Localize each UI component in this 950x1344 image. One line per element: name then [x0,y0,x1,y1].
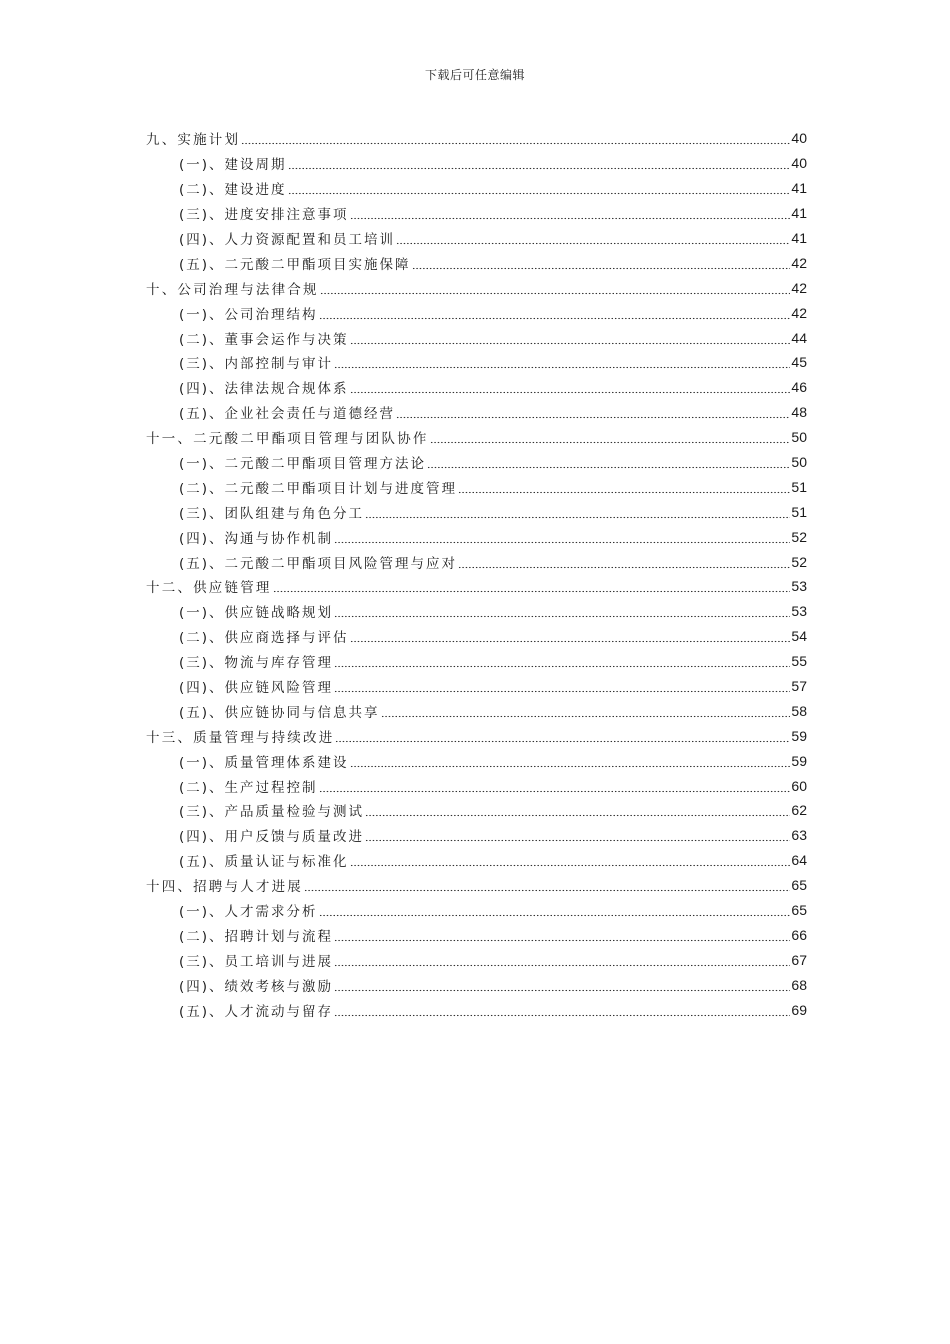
toc-entry-title: (五)、二元酸二甲酯项目实施保障 [179,256,411,273]
toc-dot-leader [319,903,791,917]
toc-section-entry[interactable] [146,499,807,524]
toc-page-number: 40 [791,155,807,172]
toc-page-number: 54 [791,628,807,645]
toc-dot-leader [350,380,791,394]
toc-entry-title: 十四、招聘与人才进展 [146,879,303,896]
toc-dot-leader [430,430,791,444]
toc-page-number: 62 [791,802,807,819]
toc-entry-title: (一)、质量管理体系建设 [179,754,349,771]
toc-entry-title: (五)、企业社会责任与道德经营 [179,406,396,423]
toc-dot-leader [350,206,791,220]
toc-page-number: 67 [791,951,807,968]
toc-entry-title: (三)、员工培训与进展 [179,953,334,970]
toc-dot-leader [350,853,791,867]
toc-section-entry[interactable] [146,599,807,624]
toc-page-number: 65 [791,902,807,919]
toc-page-number: 55 [791,653,807,670]
toc-entry-title: 九、实施计划 [146,132,241,149]
page-header: 下载后可任意编辑 [424,68,525,82]
toc-page-number: 48 [791,404,807,421]
toc-entry-title: (二)、董事会运作与决策 [179,331,349,348]
toc-section-entry[interactable] [146,549,807,574]
toc-page-number: 46 [791,379,807,396]
toc-section-entry[interactable] [146,748,807,773]
toc-dot-leader [350,754,791,768]
toc-chapter-entry[interactable] [146,126,807,151]
toc-dot-leader [273,579,791,593]
toc-dot-leader [288,156,791,170]
toc-entry-title: (五)、二元酸二甲酯项目风险管理与应对 [179,555,458,572]
toc-dot-leader [288,181,791,195]
toc-page-number: 60 [791,777,807,794]
toc-entry-title: (四)、用户反馈与质量改进 [179,829,365,846]
toc-section-entry[interactable] [146,524,807,549]
toc-entry-title: (一)、二元酸二甲酯项目管理方法论 [179,456,427,473]
toc-section-entry[interactable] [146,226,807,251]
toc-dot-leader [365,828,790,842]
toc-page-number: 41 [791,180,807,197]
toc-entry-title: (二)、建设进度 [179,182,287,199]
toc-page-number: 50 [791,429,807,446]
toc-page-number: 69 [791,1001,807,1018]
toc-dot-leader [350,331,791,345]
toc-page-number: 59 [791,727,807,744]
toc-chapter-entry[interactable] [146,574,807,599]
toc-dot-leader [319,779,791,793]
toc-entry-title: (三)、物流与库存管理 [179,655,334,672]
toc-dot-leader [334,953,790,967]
toc-entry-title: (四)、供应链风险管理 [179,680,334,697]
toc-dot-leader [365,803,790,817]
toc-entry-title: 十一、二元酸二甲酯项目管理与团队协作 [146,431,429,448]
toc-entry-title: (二)、二元酸二甲酯项目计划与进度管理 [179,480,458,497]
toc-section-entry[interactable] [146,773,807,798]
toc-page-number: 40 [791,130,807,147]
toc-section-entry[interactable] [146,201,807,226]
toc-dot-leader [350,629,791,643]
toc-section-entry[interactable] [146,848,807,873]
toc-dot-leader [320,281,791,295]
toc-section-entry[interactable] [146,375,807,400]
toc-dot-leader [334,928,790,942]
toc-entry-title: (三)、进度安排注意事项 [179,207,349,224]
toc-dot-leader [319,306,791,320]
toc-page-number: 63 [791,827,807,844]
toc-dot-leader [334,1003,790,1017]
toc-section-entry[interactable] [146,624,807,649]
toc-page-number: 53 [791,578,807,595]
toc-entry-title: (一)、供应链战略规划 [179,605,334,622]
toc-page-number: 52 [791,528,807,545]
toc-entry-title: (五)、质量认证与标准化 [179,854,349,871]
toc-entry-title: (一)、公司治理结构 [179,306,318,323]
toc-entry-title: (五)、人才流动与留存 [179,1003,334,1020]
toc-section-entry[interactable] [146,151,807,176]
toc-section-entry[interactable] [146,176,807,201]
toc-dot-leader [334,679,790,693]
toc-section-entry[interactable] [146,350,807,375]
toc-entry-title: (一)、建设周期 [179,157,287,174]
toc-page-number: 50 [791,454,807,471]
toc-dot-leader [396,405,790,419]
toc-page-number: 52 [791,553,807,570]
toc-section-entry[interactable] [146,823,807,848]
toc-entry-title: (四)、绩效考核与激励 [179,978,334,995]
toc-page-number: 66 [791,926,807,943]
toc-entry-title: 十三、质量管理与持续改进 [146,729,335,746]
toc-entry-title: (三)、产品质量检验与测试 [179,804,365,821]
toc-page-number: 51 [791,478,807,495]
toc-section-entry[interactable] [146,400,807,425]
toc-section-entry[interactable] [146,923,807,948]
toc-page-number: 57 [791,678,807,695]
toc-page-number: 45 [791,354,807,371]
toc-section-entry[interactable] [146,300,807,325]
toc-dot-leader [334,530,790,544]
toc-dot-leader [304,878,790,892]
toc-entry-title: (二)、供应商选择与评估 [179,630,349,647]
toc-page-number: 41 [791,230,807,246]
toc-dot-leader [334,978,790,992]
toc-page-number: 68 [791,976,807,993]
toc-dot-leader [458,480,790,494]
toc-chapter-entry[interactable] [146,873,807,898]
toc-section-entry[interactable] [146,798,807,823]
toc-dot-leader [334,355,790,369]
toc-dot-leader [241,131,790,145]
toc-dot-leader [334,654,790,668]
toc-section-entry[interactable] [146,250,807,275]
toc-section-entry[interactable] [146,474,807,499]
toc-dot-leader [335,729,790,743]
toc-dot-leader [365,505,790,519]
toc-section-entry[interactable] [146,972,807,997]
toc-entry-title: (一)、人才需求分析 [179,904,318,921]
toc-page-number: 42 [791,304,807,321]
toc-entry-title: (二)、招聘计划与流程 [179,928,334,945]
toc-section-entry[interactable] [146,649,807,674]
toc-page-number: 59 [791,752,807,769]
toc-dot-leader [396,231,790,245]
table-of-contents [146,126,807,1022]
toc-entry-title: (五)、供应链协同与信息共享 [179,704,380,721]
toc-entry-title: (三)、团队组建与角色分工 [179,505,365,522]
toc-dot-leader [458,555,790,569]
toc-page-number: 42 [791,279,807,296]
toc-page-number: 58 [791,702,807,719]
toc-entry-title: (三)、内部控制与审计 [179,356,334,373]
toc-page-number: 65 [791,877,807,894]
toc-section-entry[interactable] [146,450,807,475]
toc-section-entry[interactable] [146,997,807,1022]
toc-entry-title: 十、公司治理与法律合规 [146,281,319,298]
toc-dot-leader [381,704,791,718]
toc-chapter-entry[interactable] [146,425,807,450]
toc-section-entry[interactable] [146,674,807,699]
toc-entry-title: (四)、人力资源配置和员工培训 [179,232,396,248]
toc-chapter-entry[interactable] [146,723,807,748]
toc-entry-title: (四)、沟通与协作机制 [179,530,334,547]
toc-page-number: 41 [791,205,807,222]
toc-dot-leader [412,256,791,270]
toc-entry-title: (四)、法律法规合规体系 [179,381,349,398]
toc-entry-title: 十二、供应链管理 [146,580,272,597]
toc-chapter-entry[interactable] [146,275,807,300]
toc-section-entry[interactable] [146,947,807,972]
toc-page-number: 64 [791,852,807,869]
toc-page-number: 51 [791,503,807,520]
toc-entry-title: (二)、生产过程控制 [179,779,318,796]
toc-section-entry[interactable] [146,898,807,923]
toc-dot-leader [334,604,790,618]
toc-page-number: 53 [791,603,807,620]
toc-section-entry[interactable] [146,698,807,723]
toc-dot-leader [427,455,790,469]
toc-page-number: 42 [791,254,807,271]
toc-page-number: 44 [791,329,807,346]
toc-section-entry[interactable] [146,325,807,350]
